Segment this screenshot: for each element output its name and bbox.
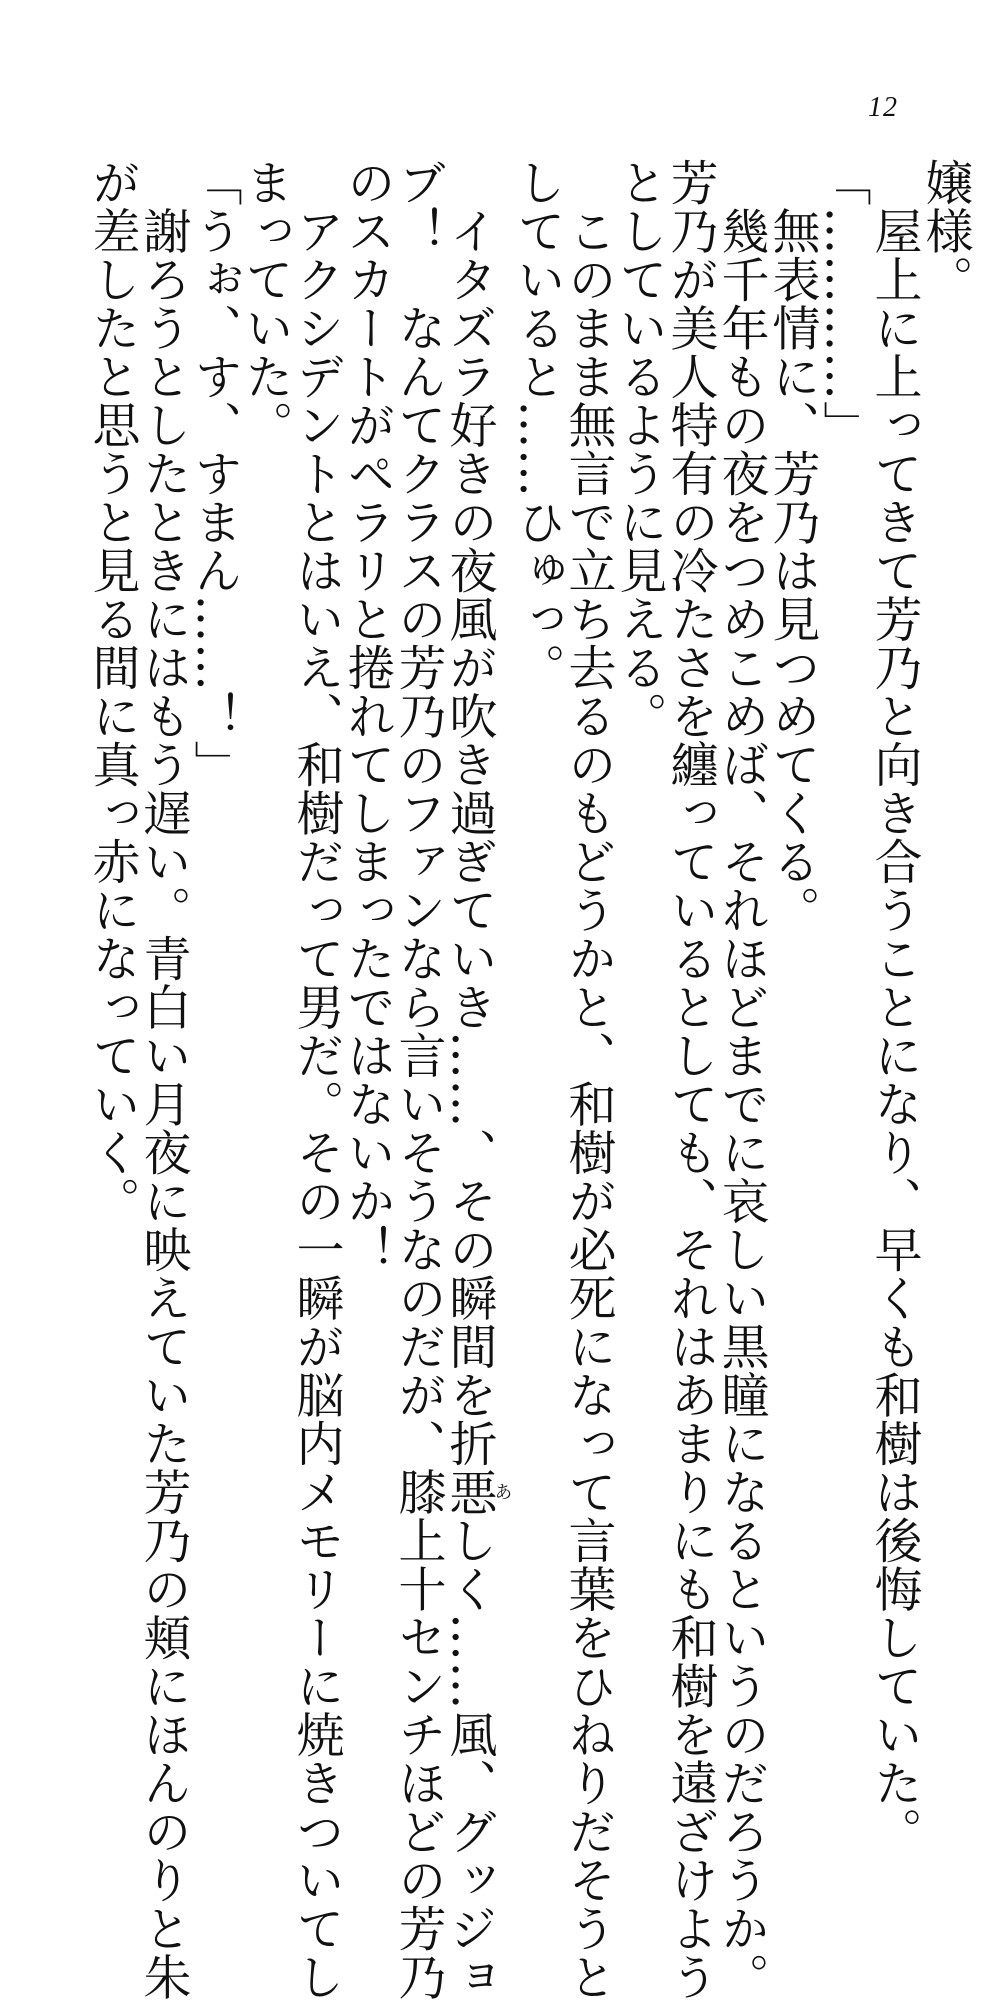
- text-line: 「…………」: [815, 158, 871, 449]
- text-line: 「うぉ、す、すまん……！」: [186, 158, 242, 789]
- text-line: 嬢様。: [917, 158, 973, 304]
- ruby-base: 悪: [441, 1467, 497, 1516]
- text-line: 無表情に、芳乃は見つめてくる。: [764, 158, 820, 934]
- text-line: が差したと思うと見る間に真っ赤になっていく。: [84, 158, 140, 1225]
- text-line: アクシデントとはいえ、和樹だって男だ。その一瞬が脳内メモリーに焼きついてし: [288, 158, 344, 2001]
- text-line: 謝ろうとしたときにはもう遅い。青白い月夜に映えていた芳乃の頬にほんのりと朱: [135, 158, 191, 2001]
- text-line: していると……ひゅっ。: [509, 158, 565, 692]
- body-text: [84, 158, 973, 2001]
- text-line: ブ！ なんてクラスの芳乃のファンなら言いそうなのだが、膝上十センチほどの芳乃: [390, 158, 446, 2001]
- text-line: このまま無言で立ち去るのもどうかと、和樹が必死になって言葉をひねりだそうと: [560, 158, 616, 2001]
- ruby-reading: あ: [491, 1467, 513, 1516]
- text-segment: イタズラ好きの夜風が吹き過ぎていき……、その瞬間を折: [441, 158, 497, 1468]
- text-line-with-ruby: [441, 158, 513, 2001]
- ruby-annotation: [441, 1467, 513, 1517]
- page-number: 12: [868, 92, 898, 123]
- text-line: 幾千年もの夜をつめこめば、それほどまでに哀しい黒瞳になるというのだろうか。: [713, 158, 769, 2001]
- text-line: まっていた。: [237, 158, 293, 449]
- text-line: 屋上に上ってきて芳乃と向き合うことになり、早くも和樹は後悔していた。: [866, 158, 922, 1856]
- text-line: 芳乃が美人特有の冷たさを纏っているとしても、それはあまりにも和樹を遠ざけよう: [662, 158, 718, 2001]
- text-segment: しく……風、グッジョ: [441, 1516, 497, 2001]
- text-line: としているように見える。: [611, 158, 667, 740]
- text-line: のスカートがペラリと捲れてしまったではないか！: [339, 158, 395, 1274]
